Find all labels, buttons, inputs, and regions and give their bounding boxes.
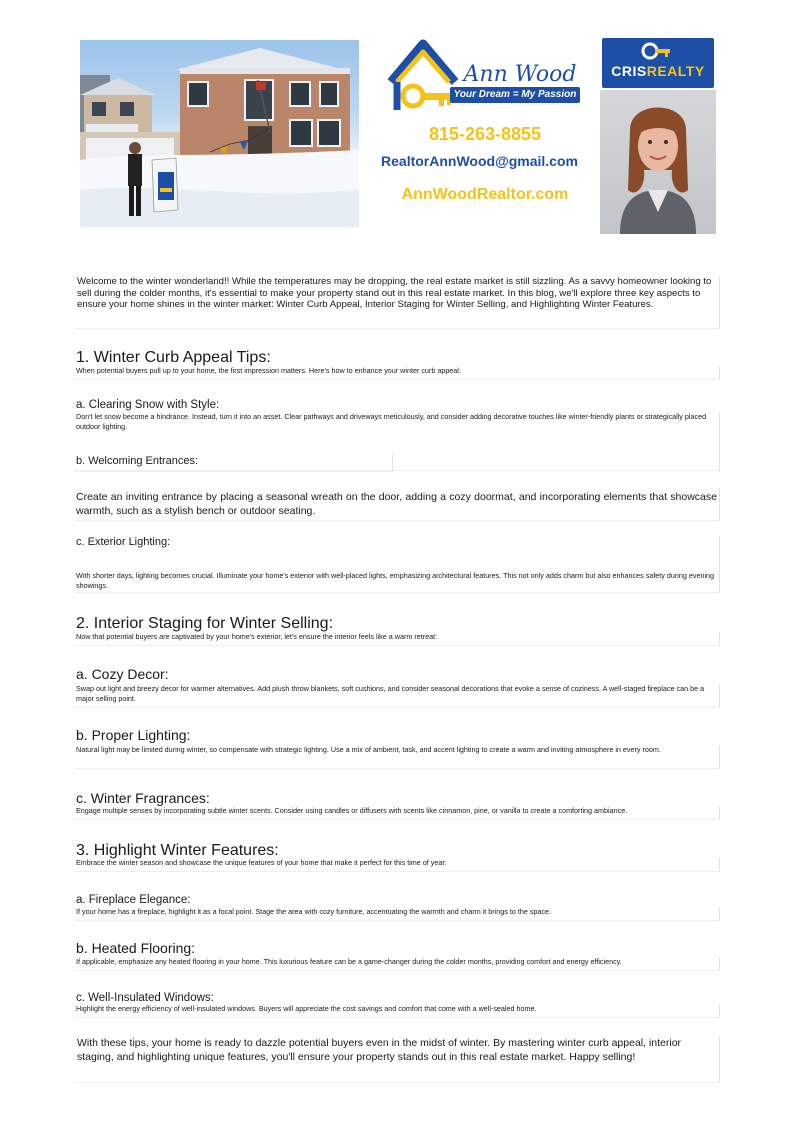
section-1b-heading: b. Welcoming Entrances:: [76, 455, 199, 467]
brand-tagline: Your Dream = My Passion: [450, 87, 580, 103]
contact-website[interactable]: AnnWoodRealtor.com: [401, 186, 569, 203]
section-1b-block: [74, 488, 720, 521]
section-1b-text: Create an inviting entrance by placing a seasonal wreath on the door, adding a cozy doormat, and incorporating elements that showcase warmth, such as a stylish bench or outdoor seating.: [76, 491, 717, 517]
section-1b-heading-block: [74, 455, 393, 472]
section-2c-heading: c. Winter Fragrances:: [76, 790, 210, 806]
section-1c-text: With shorter days, lighting becomes crucial. Illuminate your home's exterior with well-placed lights, emphasizing architectural features. This not only adds charm but also enhances safety during evening showings.: [76, 571, 715, 590]
section-1c-block: [74, 536, 720, 593]
section-1-lead-block: [74, 366, 720, 380]
section-1-title: 1. Winter Curb Appeal Tips:: [76, 349, 271, 366]
closing-text: With these tips, your home is ready to dazzle potential buyers even in the midst of winter. By mastering winter curb appeal, interior staging, and highlighting unique features, you'll ensure your property stands out in this real estate market. Happy selling!: [77, 1037, 682, 1063]
section-2c-text: Engage multiple senses by incorporating subtle winter scents. Consider using candles or diffusers with scents like cinnamon, pine, or vanilla to create a comforting ambiance.: [76, 806, 628, 815]
closing-block: [74, 1036, 720, 1083]
intro-block: [74, 276, 720, 329]
section-2-lead-block: [74, 632, 720, 646]
section-1-lead: When potential buyers pull up to your home, the first impression matters. Here's how to enhance your winter curb appeal:: [76, 366, 461, 375]
brokerage-name-part2: REALTY: [646, 63, 705, 79]
section-2b-heading: b. Proper Lighting:: [76, 727, 191, 743]
section-3b-heading: b. Heated Flooring:: [76, 940, 196, 956]
section-1c-heading: c. Exterior Lighting:: [76, 536, 171, 548]
section-1a-heading: a. Clearing Snow with Style:: [76, 399, 220, 411]
section-3c-text: Highlight the energy efficiency of well-insulated windows. Buyers will appreciate the cost savings and comfort that come with a well-sealed home.: [76, 1004, 537, 1013]
section-3a-heading: a. Fireplace Elegance:: [76, 894, 191, 906]
section-3b-text: If applicable, emphasize any heated flooring in your home. This luxurious feature can be a game-changer during the colder months, providing comfort and energy efficiency.: [76, 957, 622, 966]
agent-headshot: [600, 90, 716, 234]
section-2-title: 2. Interior Staging for Winter Selling:: [76, 615, 334, 632]
house-photo: [80, 40, 359, 227]
section-2c-block: [74, 806, 720, 820]
section-3b-block: [74, 957, 720, 971]
section-2a-block: [74, 684, 720, 708]
brokerage-name: [602, 63, 714, 79]
section-1a-text: Don't let snow become a hindrance. Instead, turn it into an asset. Clear pathways and driveways meticulously, and consider adding decorative touches like winter-friendly plants or strategically placed outdoor lighting.: [76, 412, 707, 431]
section-3-title: 3. Highlight Winter Features:: [76, 842, 279, 859]
section-3-lead-block: [74, 858, 720, 872]
section-2-lead: Now that potential buyers are captivated by your home's exterior, let's ensure the interior feels like a warm retreat:: [76, 632, 438, 641]
section-2a-heading: a. Cozy Decor:: [76, 666, 169, 682]
contact-email[interactable]: RealtorAnnWood@gmail.com: [381, 153, 578, 169]
brokerage-name-part1: CRIS: [611, 63, 647, 79]
section-2b-block: [74, 745, 720, 769]
section-3a-text: If your home has a fireplace, highlight it as a focal point. Stage the area with cozy furniture, accentuating the warmth and charm it brings to the space.: [76, 907, 552, 916]
house-illustration: [80, 40, 359, 227]
section-3a-block: [74, 907, 720, 921]
section-3c-block: [74, 1004, 720, 1018]
section-2b-text: Natural light may be limited during winter, so compensate with strategic lighting. Use a mix of ambient, task, and accent lighting to create a warm and inviting atmosphere in every room.: [76, 745, 661, 754]
section-3-lead: Embrace the winter season and showcase the unique features of your home that make it perfect for this time of year:: [76, 858, 447, 867]
brand-name: Ann Wood: [463, 62, 577, 87]
portrait-illustration: [600, 90, 716, 234]
intro-text: Welcome to the winter wonderland!! While the temperatures may be dropping, the real estate market is still sizzling. As a savvy homeowner looking to sell during the colder months, it's essential to make your property stand out in this real estate market. In this blog, we'll explore three key aspects to ensure your home shines in the winter market: Winter Curb Appeal, Interior Staging for Winter Selling, and Highlighting Winter Features.: [77, 276, 712, 310]
section-2a-text: Swap out light and breezy decor for warmer alternatives. Add plush throw blankets, soft cushions, and consider seasonal decorations that evoke a sense of coziness. A well-staged fireplace can be a major selling point.: [76, 684, 705, 703]
contact-phone[interactable]: 815-263-8855: [428, 124, 542, 144]
section-3c-heading: c. Well-Insulated Windows:: [76, 992, 214, 1004]
